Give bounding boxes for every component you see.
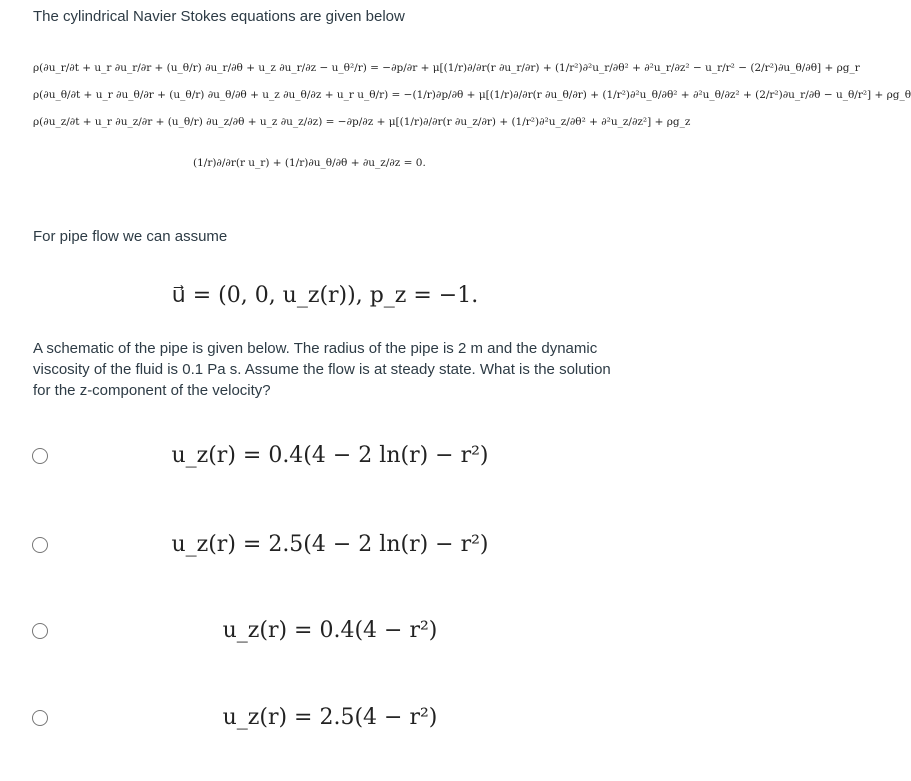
assumption-label: For pipe flow we can assume	[33, 228, 228, 245]
continuity-equation: (1/r)∂/∂r(r u_r) + (1/r)∂u_θ/∂θ + ∂u_z/∂z = 0.	[193, 157, 426, 169]
schematic-text: A schematic of the pipe is given below. The radius of the pipe is 2 m and the dynamic viscosity of the fluid is 0.1 Pa s. Assume the flow is at steady state. What is the solution for the z-component of the velocity?	[33, 340, 611, 399]
answer-option-4[interactable]	[0, 699, 650, 743]
assumption-math: u⃗ = (0, 0, u_z(r)), p_z = −1.	[171, 283, 479, 308]
option-label: u_z(r) = 2.5(4 − 2 ln(r) − r²)	[171, 532, 489, 557]
option-label: u_z(r) = 0.4(4 − 2 ln(r) − r²)	[171, 443, 489, 468]
option-label: u_z(r) = 2.5(4 − r²)	[222, 705, 438, 730]
question-intro: The cylindrical Navier Stokes equations are given below	[33, 8, 405, 25]
r-momentum-equation: ρ(∂u_r/∂t + u_r ∂u_r/∂r + (u_θ/r) ∂u_r/∂θ + u_z ∂u_r/∂z − u_θ²/r) = −∂p/∂r + μ[(1/r)∂/∂r(r ∂u_r/∂r) + (1/r²)∂²u_r/∂θ² + ∂²u_r/∂z² − u_r/r² − (2/r²)∂u_θ/∂θ] + ρg_r	[33, 62, 860, 74]
answer-option-1[interactable]	[0, 437, 650, 481]
theta-momentum-equation: ρ(∂u_θ/∂t + u_r ∂u_θ/∂r + (u_θ/r) ∂u_θ/∂θ + u_z ∂u_θ/∂z + u_r u_θ/r) = −(1/r)∂p/∂θ + μ[(1/r)∂/∂r(r ∂u_θ/∂r) + (1/r²)∂²u_θ/∂θ² + ∂²u_θ/∂z² + (2/r²)∂u_r/∂θ − u_θ/r²] + ρg_θ	[33, 89, 911, 101]
z-momentum-equation: ρ(∂u_z/∂t + u_r ∂u_z/∂r + (u_θ/r) ∂u_z/∂θ + u_z ∂u_z/∂z) = −∂p/∂z + μ[(1/r)∂/∂r(r ∂u_z/∂r) + (1/r²)∂²u_z/∂θ² + ∂²u_z/∂z²] + ρg_z	[33, 116, 691, 128]
answer-option-3[interactable]	[0, 612, 650, 656]
option-label: u_z(r) = 0.4(4 − r²)	[222, 618, 438, 643]
navier-stokes-equations	[33, 55, 911, 177]
answer-option-2[interactable]	[0, 526, 650, 570]
